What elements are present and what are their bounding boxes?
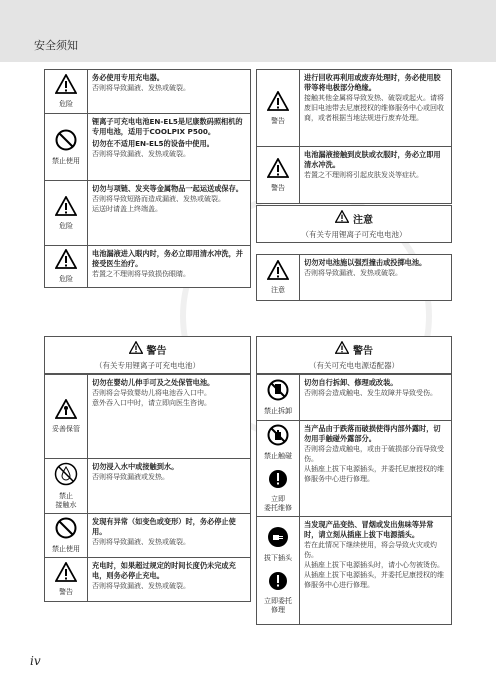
warning-body: 否则将导致漏液、发热或破裂。 (304, 269, 402, 277)
warning-title: 电池漏液接触到皮肤或衣服时，务必立即用清水冲洗。 (304, 150, 441, 169)
icon-caption: 危险 (59, 100, 73, 108)
icon-caption: 注意 (271, 286, 285, 294)
warning-title: 锂离子可充电电池EN-EL5是尼康数码照相机的专用电池，适用于COOLPIX P500。 (92, 117, 243, 136)
icon-cell (257, 255, 300, 300)
text-cell (300, 421, 451, 516)
page-title: 安全须知 (34, 39, 78, 52)
warning-body: 从插座上拔下电源插头，并委托尼康授权的维修服务中心进行修理。 (304, 465, 444, 483)
warning-title: 务必使用专用充电器。 (92, 73, 164, 82)
warning-triangle-icon (267, 91, 289, 115)
warning-title-adapter: 警告 (353, 345, 373, 357)
warning-body: 从插座上拔下电源插头时，请小心勿被烫伤。 (304, 561, 444, 569)
warning-title-battery: 警告 (146, 345, 167, 357)
child-icon (55, 399, 77, 423)
warning-title: 当产品由于跌落而破损使得内部外露时，切勿用手触碰外露部分。 (304, 424, 441, 443)
icon-cell (45, 459, 88, 513)
icon-caption: 危险 (59, 275, 73, 283)
warning-body: 否则将导致漏液、发热或破裂。 (92, 150, 190, 158)
icon-caption: 立即 委托维修 (264, 495, 292, 512)
warning-triangle-icon (55, 74, 77, 98)
icon-caption: 禁止使用 (52, 545, 80, 553)
warning-triangle-icon (55, 196, 77, 220)
icon-cell (45, 558, 88, 601)
warning-row (45, 181, 250, 246)
icon-cell (45, 181, 88, 245)
text-cell (300, 517, 451, 624)
icon-caption: 禁止 接触水 (55, 492, 77, 509)
page-header (0, 0, 496, 62)
warning-body: 否则将会造成触电、发生故障并导致受伤。 (304, 389, 437, 397)
prohibition-icon (55, 517, 77, 543)
icon-caption: 警告 (271, 116, 285, 125)
warning-row (45, 459, 250, 514)
right-top-warnings (256, 69, 452, 204)
warning-title: 切勿在不适用EN-EL5的设备中使用。 (92, 139, 214, 148)
icon-caption: 妥善保管 (52, 425, 80, 433)
warning-title: 电池漏液进入眼内时，务必立即用清水冲洗，并接受医生治疗。 (92, 249, 243, 268)
warning-body: 否则将会导致婴幼儿将电池吞入口中。 (92, 389, 211, 397)
warning-triangle-icon (267, 260, 289, 284)
page-number: iv (30, 654, 41, 668)
warning-body: 若在此情况下继续使用，将会导致火灾或灼伤。 (304, 541, 437, 559)
left-bottom-warnings (44, 374, 251, 602)
text-cell (300, 375, 451, 420)
text-cell (88, 558, 250, 601)
warning-title: 切勿与项链、发夹等金属物品一起运送或保存。 (92, 184, 243, 193)
warning-body: 否则将导致漏液、发热或破裂。 (92, 538, 190, 546)
warning-title: 发现有异常（如变色或变形）时，务必停止使用。 (92, 517, 236, 536)
warning-icon (129, 341, 143, 357)
warning-title: 切勿自行拆卸、修理或改装。 (304, 378, 398, 387)
warning-triangle-icon (55, 562, 77, 586)
warning-row (45, 114, 250, 181)
icon-cell (257, 147, 300, 203)
warning-title: 切勿对电池施以强烈撞击或投掷电池。 (304, 258, 427, 267)
warning-row (45, 375, 250, 459)
warning-title: 进行回收再利用或废弃处理时，务必使用胶带等将电极部分绝缘。 (304, 73, 441, 92)
no-disassemble-icon (267, 379, 289, 405)
icon-caption: 禁止触碰 (264, 452, 292, 460)
prohibition-icon (55, 129, 77, 155)
warning-row (45, 558, 250, 601)
icon-caption: 禁止拆卸 (264, 407, 292, 415)
caution-title: 注意 (353, 214, 373, 226)
text-cell (88, 246, 250, 287)
text-cell (300, 255, 451, 300)
no-touch-icon (267, 424, 289, 450)
warning-title: 切勿在婴幼儿伸手可及之处保管电池。 (92, 378, 215, 387)
icon-cell (45, 246, 88, 287)
text-cell (88, 181, 250, 245)
unplug-icon (267, 526, 289, 552)
warning-body: 接触其他金属将导致发热、破裂或起火。请将废旧电池带去尼康授权的维修服务中心或回收商，或者根据当地法规进行废弃处理。 (304, 94, 444, 122)
warning-body: 否则将导致漏液、发热或破裂。 (92, 84, 190, 92)
icon-cell (45, 375, 88, 458)
caution-subtitle: （有关专用锂离子可充电电池） (301, 230, 407, 239)
text-cell (88, 459, 250, 513)
text-cell (88, 70, 250, 113)
icon-cell (45, 70, 88, 113)
text-cell (88, 114, 250, 180)
text-cell (88, 514, 250, 557)
icon-caption: 拔下插头 (264, 554, 292, 562)
icon-cell (257, 517, 300, 624)
icon-caption: 危险 (59, 221, 73, 230)
warning-triangle-icon (267, 158, 289, 182)
icon-cell (45, 514, 88, 557)
exclaim-circle-icon (268, 469, 288, 493)
warning-subtitle-adapter: （有关可充电电源适配器） (309, 361, 399, 370)
no-water-icon (54, 462, 78, 490)
warning-banner-adapter (256, 336, 452, 374)
warning-body: 运送时请盖上终端盖。 (92, 205, 162, 213)
warning-row (257, 147, 451, 203)
warning-row (257, 375, 451, 421)
warning-triangle-icon (55, 249, 77, 273)
icon-cell (257, 421, 300, 516)
warning-body: 否则将导致漏液或发热。 (92, 473, 169, 481)
warning-body: 意外吞入口中时，请立即向医生咨询。 (92, 399, 211, 407)
text-cell (300, 147, 451, 203)
icon-caption: 立即委托 修理 (264, 597, 292, 614)
exclaim-circle-icon (268, 571, 288, 595)
warning-body: 从插座上拔下电源插头，并委托尼康授权的维修服务中心进行修理。 (304, 571, 444, 589)
warning-title: 当发现产品变热、冒烟或发出焦味等异常时，请立刻从插座上拔下电源插头。 (304, 520, 434, 539)
warning-icon (335, 210, 349, 226)
right-bottom-warnings (256, 374, 452, 625)
left-top-warnings (44, 69, 251, 288)
warning-row (45, 246, 250, 287)
warning-body: 否则将导致漏液、发热或破裂。 (92, 582, 190, 590)
warning-banner-battery (44, 336, 251, 374)
warning-row (257, 255, 451, 300)
warning-icon (335, 341, 349, 357)
warning-body: 若置之不理则将导致损伤眼睛。 (92, 270, 190, 278)
warning-row (257, 517, 451, 624)
icon-cell (45, 114, 88, 180)
warning-body: 否则将会造成触电，或由于破损部分而导致受伤。 (304, 445, 444, 463)
warning-row (45, 514, 250, 558)
warning-subtitle-battery: （有关专用锂离子可充电电池） (95, 361, 200, 370)
warning-body: 否则将导致短路而造成漏液、发热或破裂。 (92, 195, 225, 203)
warning-body: 若置之不理则将引起皮肤发炎等症状。 (304, 171, 423, 179)
warning-row (45, 70, 250, 114)
warning-title: 充电时，如果超过规定的时间长度仍未完成充电，则务必停止充电。 (92, 561, 236, 580)
warning-title: 切勿浸入水中或接触到水。 (92, 462, 179, 471)
icon-caption: 禁止使用 (52, 156, 80, 165)
warning-row (257, 421, 451, 517)
icon-caption: 警告 (59, 588, 73, 596)
icon-cell (257, 375, 300, 420)
right-caution-list (256, 254, 452, 301)
text-cell (88, 375, 250, 458)
warning-row (257, 70, 451, 147)
icon-caption: 警告 (271, 183, 285, 192)
icon-cell (257, 70, 300, 146)
caution-banner (256, 205, 452, 243)
text-cell (300, 70, 451, 146)
